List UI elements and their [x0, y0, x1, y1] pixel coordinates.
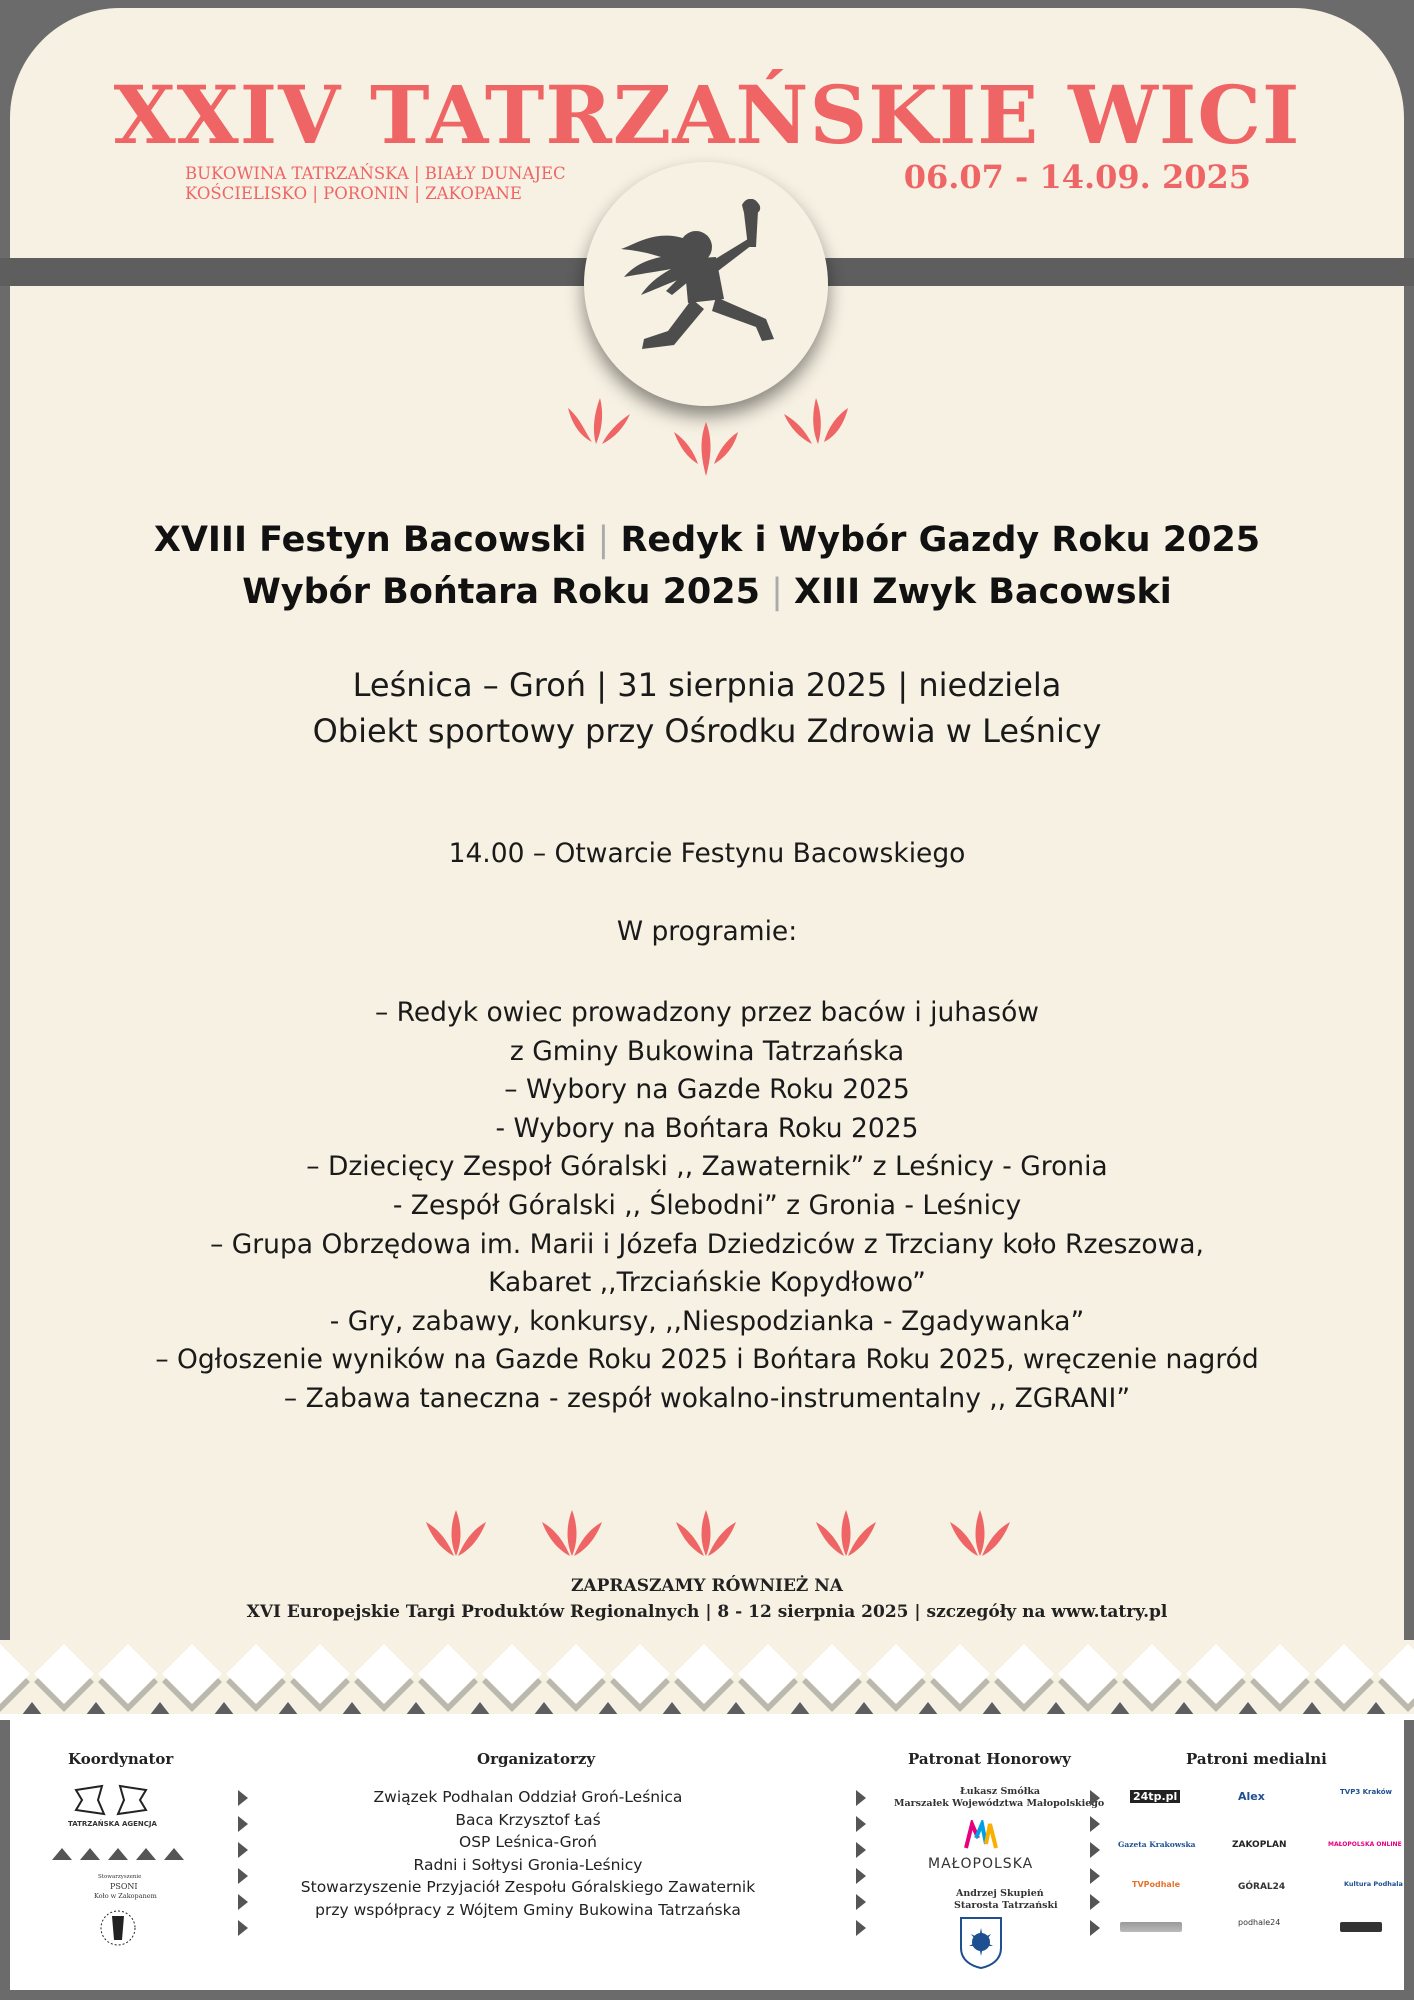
- program-item: z Gminy Bukowina Tatrzańska: [509, 1035, 905, 1067]
- psoni-name: PSONI: [110, 1882, 138, 1891]
- arrow-icon: [856, 1842, 866, 1858]
- organizers-list: [258, 1786, 798, 1921]
- media-logo-tvp3: TVP3 Kraków: [1340, 1788, 1392, 1796]
- event-location: [0, 662, 1414, 754]
- program-item: – Grupa Obrzędowa im. Marii i Józefa Dziedziców z Trzciany koło Rzeszowa,: [210, 1228, 1204, 1260]
- location-venue-line: Obiekt sportowy przy Ośrodku Zdrowia w Leśnicy: [312, 712, 1102, 750]
- psoni-emblem-icon: [94, 1908, 142, 1948]
- arrow-icon: [856, 1868, 866, 1884]
- opening-time: 14.00 – Otwarcie Festynu Bacowskiego: [448, 838, 966, 869]
- arrow-icon: [1090, 1790, 1100, 1806]
- towns-list: [185, 164, 566, 204]
- media-logo-alex: Alex: [1238, 1790, 1265, 1803]
- program-item: - Wybory na Bońtara Roku 2025: [495, 1112, 919, 1144]
- coordinator-heading: Koordynator: [68, 1750, 174, 1768]
- tulip-motif: [816, 1510, 876, 1556]
- tulip-motif: [676, 1510, 736, 1556]
- media-logo-podhale24: podhale24: [1238, 1918, 1281, 1927]
- torch-runner-icon: [616, 199, 796, 369]
- torch-runner-medallion: [584, 162, 828, 406]
- event-bontar: Wybór Bońtara Roku 2025: [242, 572, 760, 612]
- media-logo-goral24: GÓRAL24: [1238, 1882, 1286, 1892]
- psoni-sub: Koło w Zakopanem: [94, 1892, 157, 1900]
- program-list: [0, 994, 1414, 1419]
- malopolska-logo-icon: [964, 1820, 998, 1850]
- patron-2-title: Starosta Tatrzański: [954, 1900, 1058, 1911]
- media-logo-24tp: 24tp.pl: [1130, 1790, 1180, 1803]
- media-logo-unreadable: [1120, 1922, 1182, 1932]
- media-logo-kultura-podhala: Kultura Podhala: [1344, 1880, 1403, 1888]
- program-item: - Zespół Góralski ,, Ślebodni” z Gronia - Leśnicy: [392, 1189, 1022, 1221]
- arrow-icon: [238, 1842, 248, 1858]
- events-line-2: [148, 572, 1266, 612]
- arrow-icon: [1090, 1894, 1100, 1910]
- powiat-crest-icon: [958, 1914, 1004, 1970]
- malopolska-wordmark: MAŁOPOLSKA: [928, 1856, 1034, 1872]
- program-item: – Zabawa taneczna - zespół wokalno-instrumentalny ,, ZGRANI”: [283, 1382, 1131, 1414]
- organizer-item: przy współpracy z Wójtem Gminy Bukowina Tatrzańska: [315, 1900, 741, 1919]
- program-item: Kabaret ,,Trzciańskie Kopydłowo”: [488, 1267, 926, 1299]
- events-line-1: [0, 520, 1414, 560]
- also-fair-text: XVI Europejskie Targi Produktów Regionalnych | 8 - 12 sierpnia 2025 | szczegóły na www.tatry.pl: [246, 1602, 1168, 1622]
- arrow-icon: [1090, 1920, 1100, 1936]
- organizer-item: Stowarzyszenie Przyjaciół Zespołu Góralskiego Zawaternik: [300, 1878, 756, 1896]
- media-logo-tvpodhale: TVPodhale: [1132, 1880, 1180, 1889]
- towns-line-1: BUKOWINA TATRZAŃSKA | BIAŁY DUNAJEC: [185, 164, 566, 183]
- organizer-item: Związek Podhalan Oddział Groń-Leśnica: [373, 1788, 683, 1806]
- patron-2-name: Andrzej Skupień: [956, 1888, 1044, 1899]
- towns-line-2: KOŚCIELISKO | PORONIN | ZAKOPANE: [185, 184, 522, 203]
- organizers-heading: Organizatorzy: [477, 1750, 596, 1768]
- media-logo-malopolska-online: MAŁOPOLSKA ONLINE: [1328, 1841, 1402, 1848]
- arrow-icon: [856, 1894, 866, 1910]
- arrow-icon: [238, 1816, 248, 1832]
- event-festyn: XVIII Festyn Bacowski: [153, 520, 587, 560]
- program-item: - Gry, zabawy, konkursy, ,,Niespodzianka - Zgadywanka”: [329, 1305, 1085, 1337]
- media-heading: Patroni medialni: [1186, 1750, 1327, 1768]
- arrow-icon: [238, 1868, 248, 1884]
- media-logo-gazeta: Gazeta Krakowska: [1118, 1840, 1196, 1849]
- tulip-motif: [542, 1510, 602, 1556]
- media-logo-unreadable: [1340, 1922, 1382, 1932]
- patronage-heading: Patronat Honorowy: [908, 1750, 1071, 1768]
- arrow-icon: [856, 1920, 866, 1936]
- psoni-small: Stowarzyszenie: [98, 1874, 142, 1880]
- arrow-icon: [238, 1894, 248, 1910]
- festival-title: XXIV TATRZAŃSKIE WICI: [113, 68, 1301, 162]
- program-item: – Wybory na Gazde Roku 2025: [504, 1074, 910, 1106]
- organizer-item: Radni i Sołtysi Gronia-Leśnicy: [413, 1855, 643, 1874]
- separator: |: [760, 572, 795, 612]
- arrow-icon: [238, 1920, 248, 1936]
- event-zwyk: XIII Zwyk Bacowski: [794, 572, 1172, 612]
- also-heading: ZAPRASZAMY RÓWNIEŻ NA: [571, 1576, 843, 1596]
- festival-dates: 06.07 - 14.09. 2025: [903, 158, 1251, 196]
- event-redyk: Redyk i Wybór Gazdy Roku 2025: [620, 520, 1261, 560]
- organizer-item: Baca Krzysztof Łaś: [455, 1810, 601, 1829]
- mountains-icon: [52, 1846, 184, 1860]
- organizer-item: OSP Leśnica-Groń: [459, 1833, 597, 1851]
- floral-motif-top: [548, 396, 866, 480]
- program-heading: W programie:: [616, 916, 798, 947]
- patron-1-name: Łukasz Smółka: [960, 1786, 1041, 1797]
- arrow-icon: [238, 1790, 248, 1806]
- arrow-icon: [856, 1816, 866, 1832]
- arrow-icon: [856, 1790, 866, 1806]
- floral-motif-bottom: [420, 1508, 1020, 1560]
- program-item: – Redyk owiec prowadzony przez baców i juhasów: [374, 997, 1039, 1028]
- program-item: – Ogłoszenie wyników na Gazde Roku 2025 i Bońtara Roku 2025, wręczenie nagród: [155, 1344, 1259, 1376]
- coordinator-logo-text: TATRZAŃSKA AGENCJA: [68, 1820, 157, 1828]
- patron-1-title: Marszałek Województwa Małopolskiego: [894, 1798, 1105, 1809]
- diamond-border: [0, 1640, 1414, 1720]
- arrow-icon: [1090, 1816, 1100, 1832]
- footer: [10, 1718, 1404, 1990]
- tulip-motif: [426, 1510, 486, 1556]
- program-item: – Dziecięcy Zespoł Góralski ,, Zawaternik” z Leśnicy - Gronia: [306, 1151, 1108, 1183]
- tulip-motif: [950, 1510, 1010, 1556]
- arrow-icon: [1090, 1868, 1100, 1884]
- location-date-line: Leśnica – Groń | 31 sierpnia 2025 | niedziela: [352, 666, 1062, 704]
- media-logo-zakoplan: ZAKOPLAN: [1232, 1840, 1287, 1850]
- separator: |: [586, 520, 621, 560]
- arrow-icon: [1090, 1842, 1100, 1858]
